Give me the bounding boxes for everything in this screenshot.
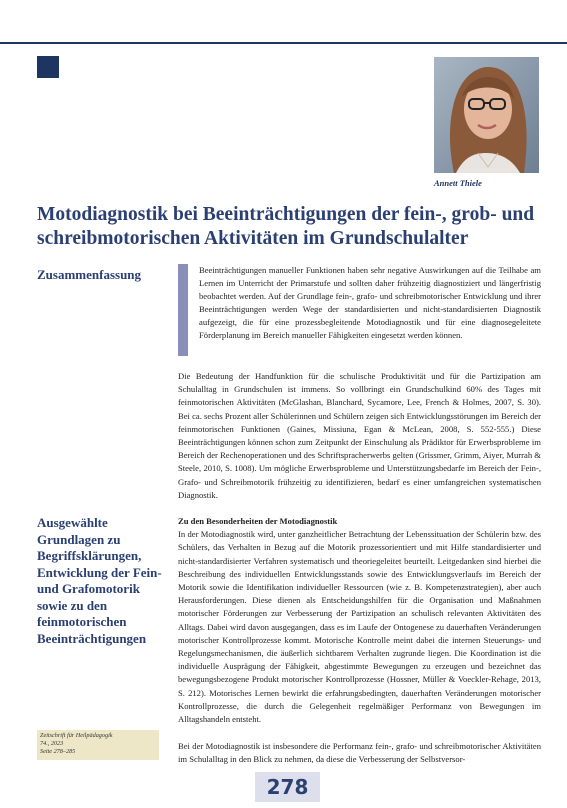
abstract-bar [178, 264, 188, 356]
header-rule [0, 42, 567, 44]
closing-paragraph: Bei der Motodiagnostik ist insbesondere die Performanz fein-, grafo- und schreibmotorischer Aktivitäten im Schulalltag in den Blick zu nehmen, da diese die Verbesserung der Selbstversor- [178, 741, 541, 765]
page-number: 278 [255, 772, 320, 802]
abstract-text: Beeinträchtigungen manueller Funktionen haben sehr negative Auswirkungen auf die Teilhabe am Lernen im Unterricht der Primarstufe und sollten daher frühzeitig diagnostiziert und längerfristig beobachtet werden. Auf der Grundlage fein-, grafo- und schreibmotorischer Entwicklung und ihrer Beeinträchtigungen werden Wege der standardisierten und nicht-standardisierten Diagnostik aufgezeigt, die für eine prozessbegleitende Motodiagnostik und für eine diagnosegeleitete Förderplanung im Bereich manueller Fähigkeiten eingesetzt werden können. [199, 265, 541, 340]
intro-paragraph: Die Bedeutung der Handfunktion für die schulische Produktivität und für die Partizipation am Schulalltag in Grundschulen ist immens. So vollbringt ein Grundschulkind 60% des Tages mit feinmotorischen Aktivitäten (McGlashan, Blanchard, Sycamore, Lee, French & Holmes, 2007, S. 30). Bei ca. sechs Prozent aller Schülerinnen und Schülern zeigen sich Entwicklungsstörungen im Bereich der feinmotorischen Funktionen (Gaines, Missiuna, Egan & McLean, 2008, S. 552-555.) Diese Beeinträchtigungen können schon zum Zeitpunkt der Einschulung als Prädiktor für Erwerbsprobleme im Bereich der Rechenoperationen und des Schriftspracherwerbs gelten (Grissmer, Grimm, Aiyer, Murrah & Steele, 2010, S. 1008). Um mögliche Erwerbsprobleme und Unterstützungsbedarfe im Bereich der Fein-, Grafo- und Schreibmotorik frühzeitig zu identifizieren, bedarf es einer umfangreichen systematischen Diagnostik. [178, 371, 541, 500]
author-name: Annett Thiele [434, 178, 482, 188]
section-subheading: Zu den Besonderheiten der Motodiagnostik [178, 516, 338, 526]
section-side-heading: Ausgewählte Grundlagen zu Begriffsklärungen, Entwicklung der Fein- und Grafomotorik sowie zu den feinmotorischen Beeinträchtigungen [37, 515, 162, 646]
section-block [178, 515, 541, 726]
summary-heading: Zusammenfassung [37, 267, 142, 282]
section-marker [37, 56, 59, 78]
journal-citation [37, 730, 159, 760]
journal-name: Zeitschrift für Heilpädagogik [40, 732, 113, 739]
journal-pages: Seite 278–285 [40, 748, 76, 756]
author-photo [434, 57, 539, 173]
article-title: Motodiagnostik bei Beeinträchtigungen der fein-, grob- und schreibmotorischen Aktivitäten im Grundschulalter [37, 204, 535, 249]
journal-volume: 74., 2023 [40, 740, 64, 748]
section-paragraph: In der Motodiagnostik wird, unter ganzheitlicher Betrachtung der Lebenssituation der Schülerin bzw. des Schülers, das Verhalten in Bezug auf die Motorik prozessorientiert und mit Hilfe standardisierter und nicht-standardisierter Verfahren systematisch und theoriegeleitet beurteilt. Leitgedanken sind hierbei die Beschreibung des individuellen Entwicklungsstands sowie des Entwicklungsverlaufs im Bereich der Motorik sowie die Identifikation individueller Ressourcen (wie z. B. Kompetenzstrategien), aber auch Herausforderungen. Diese dienen als Entscheidungshilfen für die Organisation und Maßnahmen motorischer Förderungen zur Verbesserung der Partizipation an schulisch relevanten Aktivitäten des Alltags. Dabei wird davon ausgegangen, dass es im Laufe der Ontogenese zu dauerhaften Veränderungen motorischer Kontrollprozesse kommt. Motorische Kontrolle meint dabei die internen Steuerungs- und Regelungsmechanismen, die äußerlich sichtbarem Verhalten zugrunde liegen. Die Koordination ist die individuelle Ausprägung der Fähigkeit, abgestimmte Bewegungen zu erzeugen und bezeichnet das bewegungsbezogene Produkt motorischer Kontrollprozesse (Hossner, Müller & Voeckler-Rehage, 2013, S. 212). Motorisches Lernen bewirkt die erfahrungsbedingten, dauerhaften Veränderungen motorischer Kontrollprozesse, die durch die Gelegenheit regelmäßiger Performanz von Bewegungen im Alltagshandeln entsteht. [178, 529, 541, 725]
